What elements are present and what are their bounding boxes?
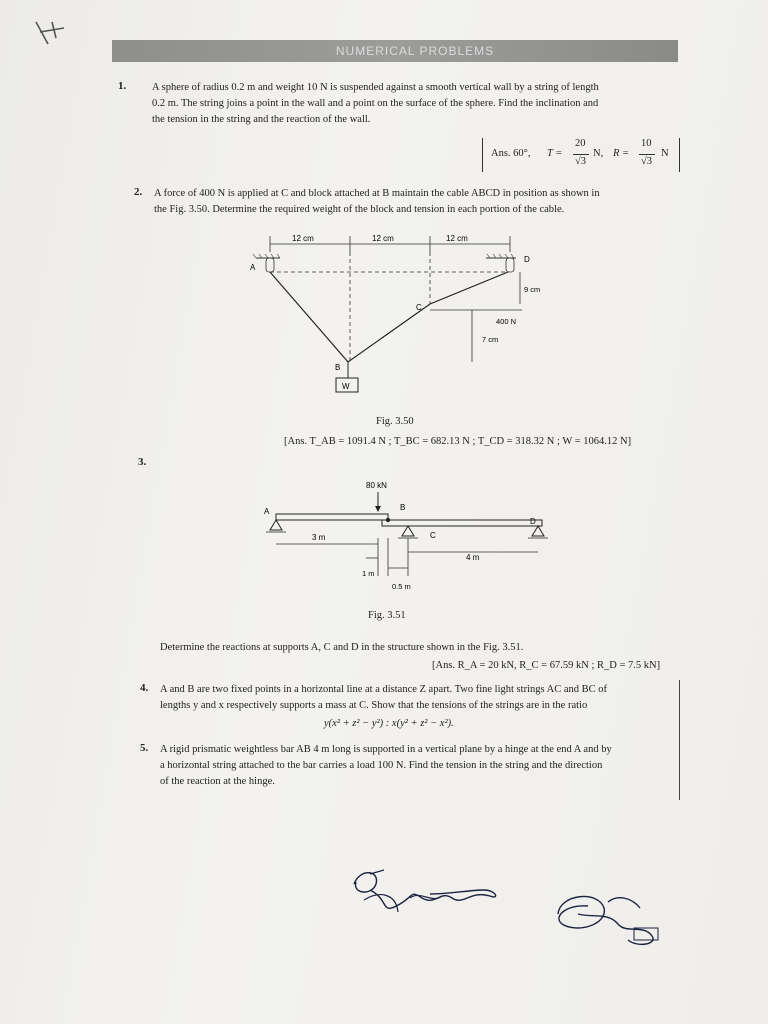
dimension-label: 9 cm bbox=[524, 285, 541, 294]
dimension-label: 3 m bbox=[312, 533, 326, 542]
margin-rule bbox=[679, 680, 680, 800]
point-label-b: B bbox=[400, 503, 406, 512]
signature-left bbox=[340, 860, 510, 930]
point-label-d: D bbox=[524, 255, 530, 264]
problem-2-number: 2. bbox=[134, 186, 143, 198]
section-header bbox=[112, 40, 678, 62]
problem-1-text-line-1: A sphere of radius 0.2 m and weight 10 N is suspended against a smooth vertical wall by a string of length bbox=[152, 82, 599, 93]
problem-1-t-numerator: 20 bbox=[575, 138, 586, 149]
block-label-w: W bbox=[342, 382, 350, 391]
pen-mark-icon bbox=[30, 14, 70, 48]
problem-1-answer bbox=[482, 138, 680, 172]
dimension-label: 12 cm bbox=[372, 234, 394, 243]
problem-2-text-line-1: A force of 400 N is applied at C and block attached at B maintain the cable ABCD in position as shown in bbox=[154, 188, 600, 199]
problem-1-answer-label: Ans. 60°, bbox=[491, 148, 531, 159]
fraction-bar bbox=[573, 154, 589, 155]
problem-2-text-line-2: the Fig. 3.50. Determine the required weight of the block and tension in each portion of the cable. bbox=[154, 204, 565, 215]
load-label: 80 kN bbox=[366, 481, 387, 490]
fraction-bar bbox=[639, 154, 655, 155]
point-label-b: B bbox=[335, 363, 341, 372]
problem-4-formula: y(x² + z² − y²) : x(y² + z² − x²). bbox=[324, 718, 454, 729]
problem-1-text-line-2: 0.2 m. The string joins a point in the wall and a point on the surface of the sphere. Find the inclination and bbox=[152, 98, 599, 109]
point-label-d: D bbox=[530, 517, 536, 526]
problem-1-r-unit: N bbox=[661, 148, 669, 159]
figure-3-51-caption: Fig. 3.51 bbox=[368, 610, 406, 621]
figure-3-50-caption: Fig. 3.50 bbox=[376, 416, 414, 427]
problem-1-text-line-3: the tension in the string and the reaction of the wall. bbox=[152, 114, 371, 125]
problem-5-text-line-1: A rigid prismatic weightless bar AB 4 m long is supported in a vertical plane by a hinge at the end A and by bbox=[160, 744, 612, 755]
dimension-label: 4 m bbox=[466, 553, 480, 562]
figure-3-51-beam-diagram bbox=[262, 476, 562, 596]
problem-5-text-line-2: a horizontal string attached to the bar carries a load 100 N. Find the tension in the string and the direction bbox=[160, 760, 603, 771]
point-label-c: C bbox=[416, 303, 422, 312]
force-label: 400 N bbox=[496, 317, 517, 326]
problem-5-text-line-3: of the reaction at the hinge. bbox=[160, 776, 275, 787]
point-label-a: A bbox=[250, 263, 256, 272]
problem-1-r-numerator: 10 bbox=[641, 138, 652, 149]
problem-1-number: 1. bbox=[118, 80, 127, 92]
problem-3-text: Determine the reactions at supports A, C and D in the structure shown in the Fig. 3.51. bbox=[160, 642, 524, 653]
problem-3-number: 3. bbox=[138, 456, 147, 468]
problem-2-answer: [Ans. T_AB = 1091.4 N ; T_BC = 682.13 N ; T_CD = 318.32 N ; W = 1064.12 N] bbox=[284, 436, 632, 447]
problem-3-answer: [Ans. R_A = 20 kN, R_C = 67.59 kN ; R_D = 7.5 kN] bbox=[432, 660, 661, 671]
problem-1-t-prefix: T = bbox=[547, 148, 563, 159]
dimension-label: 7 cm bbox=[482, 335, 499, 344]
figure-3-50-cable-diagram bbox=[240, 228, 550, 400]
section-header-title: NUMERICAL PROBLEMS bbox=[335, 44, 495, 58]
point-label-a: A bbox=[264, 507, 270, 516]
problem-1-t-denominator: √3 bbox=[575, 156, 587, 167]
problem-4-number: 4. bbox=[140, 682, 149, 694]
problem-1-t-unit: N, bbox=[593, 148, 604, 159]
dimension-label: 0.5 m bbox=[392, 582, 411, 591]
problem-4-text-line-2: lengths y and x respectively supports a mass at C. Show that the tensions of the strings are in the ratio bbox=[160, 700, 588, 711]
problem-1-r-denominator: √3 bbox=[641, 156, 653, 167]
point-label-c: C bbox=[430, 531, 436, 540]
problem-4-text-line-1: A and B are two fixed points in a horizontal line at a distance Z apart. Two fine light strings AC and BC of bbox=[160, 684, 607, 695]
problem-5-number: 5. bbox=[140, 742, 149, 754]
dimension-label: 1 m bbox=[362, 569, 375, 578]
problem-1-r-prefix: R = bbox=[613, 148, 630, 159]
dimension-label: 12 cm bbox=[446, 234, 468, 243]
signature-right bbox=[548, 884, 668, 954]
dimension-label: 12 cm bbox=[292, 234, 314, 243]
